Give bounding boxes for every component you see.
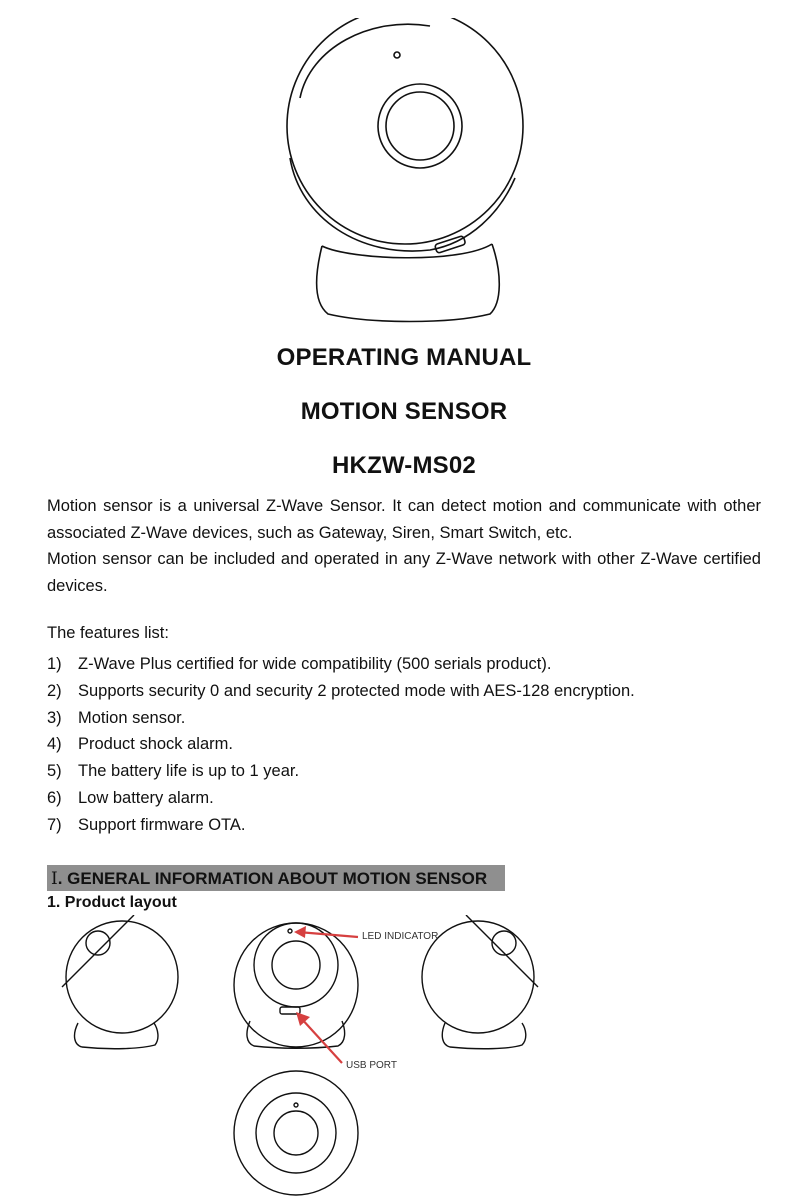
- item-number: 4): [47, 735, 62, 754]
- list-item: [47, 785, 635, 812]
- led-indicator-label: LED INDICATOR: [362, 931, 439, 942]
- item-text: The battery life is up to 1 year.: [78, 762, 300, 781]
- list-item: [47, 678, 635, 705]
- item-text: Low battery alarm.: [78, 788, 214, 807]
- led-arrow: [298, 932, 358, 937]
- side-view-right: [422, 915, 538, 1049]
- features-label: The features list:: [47, 624, 169, 642]
- usb-arrow: [300, 1017, 342, 1063]
- usb-port-label: USB PORT: [346, 1060, 397, 1071]
- list-item: [47, 812, 635, 839]
- section-roman: Ⅰ: [51, 869, 58, 889]
- subsection-heading: 1. Product layout: [47, 894, 177, 911]
- manual-title: OPERATING MANUAL: [276, 344, 532, 371]
- intro-paragraph: Motion sensor can be included and operated in any Z-Wave network with other Z-Wave certified devices.: [47, 550, 761, 595]
- motion-sensor-illustration: [270, 18, 540, 323]
- item-number: 5): [47, 762, 62, 781]
- item-number: 1): [47, 655, 62, 673]
- item-text: Support firmware OTA.: [78, 815, 246, 834]
- item-text: Product shock alarm.: [78, 735, 233, 754]
- product-layout-diagram: [50, 915, 550, 1200]
- item-number: 3): [47, 708, 62, 727]
- item-text: Z-Wave Plus certified for wide compatibility (500 serials product).: [78, 655, 552, 673]
- product-name: MOTION SENSOR: [300, 398, 508, 425]
- bottom-view: [234, 1071, 358, 1195]
- model-number: HKZW-MS02: [332, 452, 476, 479]
- item-number: 2): [47, 681, 62, 700]
- side-view-left: [62, 915, 178, 1049]
- item-number: 7): [47, 815, 62, 834]
- list-item: [47, 758, 635, 785]
- item-text: Supports security 0 and security 2 protected mode with AES-128 encryption.: [78, 681, 635, 700]
- item-number: 6): [47, 788, 62, 807]
- list-item: [47, 651, 635, 678]
- intro-paragraph: Motion sensor is a universal Z-Wave Sensor. It can detect motion and communicate with other associated Z-Wave devices, such as Gateway, Siren, Smart Switch, etc.: [47, 497, 761, 542]
- front-view: [234, 923, 358, 1048]
- item-text: Motion sensor.: [78, 708, 186, 727]
- list-item: [47, 731, 635, 758]
- features-list: [47, 651, 635, 839]
- list-item: [47, 705, 635, 732]
- section-title: . GENERAL INFORMATION ABOUT MOTION SENSOR: [57, 869, 488, 888]
- section-heading: [47, 865, 505, 891]
- intro-text: [47, 493, 761, 599]
